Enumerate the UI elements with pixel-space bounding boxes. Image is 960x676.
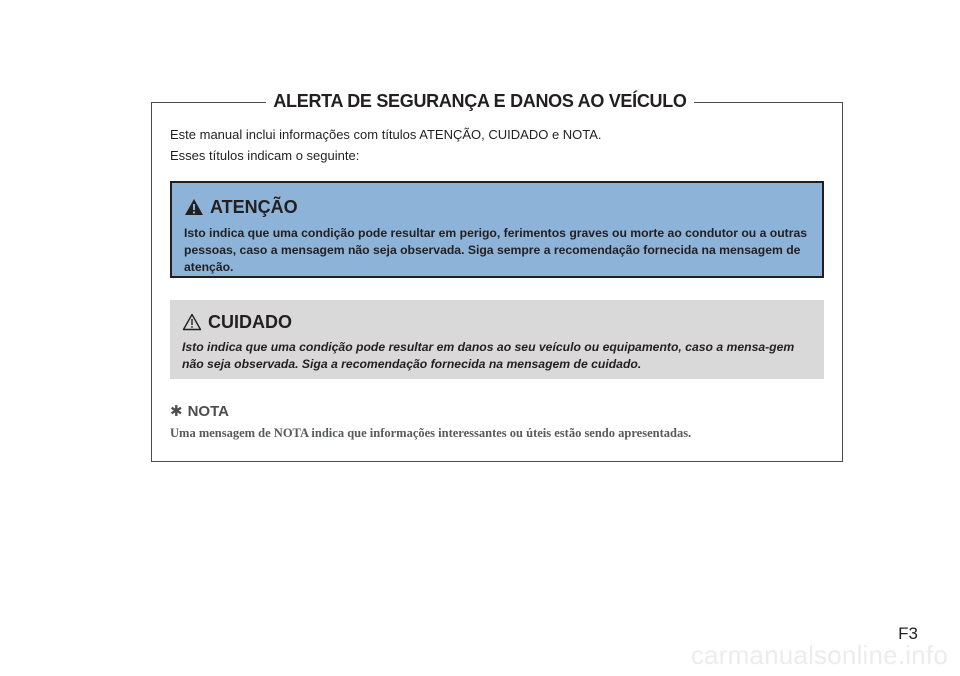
caution-text: Isto indica que uma condição pode resultar em danos ao seu veículo ou equipamento, caso a mensa-gem não seja observada. Siga a recomendação fornecida na mensagem de cuidado.: [182, 340, 795, 371]
warning-title: ATENÇÃO: [210, 196, 298, 217]
watermark: carmanualsonline.info: [690, 640, 948, 670]
intro-line-2: Esses títulos indicam o seguinte:: [170, 148, 360, 163]
intro-line-1: Este manual inclui informações com títulos ATENÇÃO, CUIDADO e NOTA.: [170, 127, 602, 142]
caution-box: [170, 300, 824, 379]
warning-header: [184, 195, 810, 219]
note-star-icon: ✱: [170, 403, 183, 420]
section-title-container: [0, 87, 960, 115]
caution-title: CUIDADO: [208, 311, 292, 332]
page-number: F3: [898, 624, 918, 643]
note-title: NOTA: [187, 402, 229, 420]
note-header: [170, 401, 229, 421]
caution-outline-triangle-icon: [182, 313, 202, 331]
warning-box: [170, 181, 824, 278]
section-title: ALERTA DE SEGURANÇA E DANOS AO VEÍCULO: [266, 87, 693, 115]
caution-header: [182, 310, 812, 334]
warning-filled-triangle-icon: [184, 198, 204, 216]
note-text: Uma mensagem de NOTA indica que informações interessantes ou úteis estão sendo apresentadas.: [170, 426, 692, 440]
warning-text: Isto indica que uma condição pode resultar em perigo, ferimentos graves ou morte ao condutor ou a outras pessoas, caso a mensagem não seja observada. Siga sempre a recomendação fornecida na mensagem de atenção.: [184, 226, 808, 274]
